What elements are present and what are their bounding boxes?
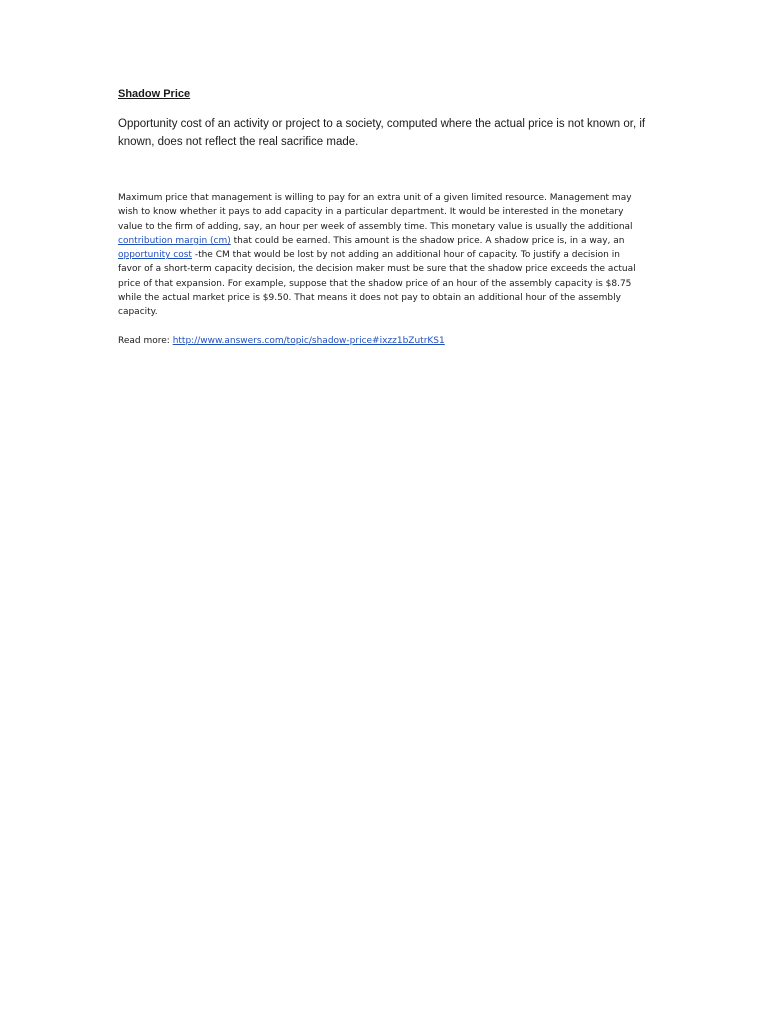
read-more-link[interactable]: http://www.answers.com/topic/shadow-price#ixzz1bZutrKS1 (172, 335, 445, 346)
opportunity-cost-link[interactable]: opportunity cost (118, 250, 192, 261)
contribution-margin-link[interactable]: contribution margin (cm) (118, 235, 231, 246)
body-paragraph (118, 191, 643, 320)
document-heading: Shadow Price (118, 88, 191, 100)
definition-text: Opportunity cost of an activity or project to a society, computed where the actual price is not known or, if known, does not reflect the real sacrifice made. (118, 118, 646, 148)
read-more-label: Read more: (118, 335, 173, 346)
document-page (118, 86, 658, 348)
paragraph-text-3: -the CM that would be lost by not adding an additional hour of capacity. To justify a decision in favor of a short-term capacity decision, the decision maker must be sure that the shadow price exceeds the actual price of that expansion. For example, suppose that the shadow price of an hour of the assembly capacity is $8.75 while the actual market price is $9.50. That means it does not pay to obtain an additional hour of the assembly capacity. (118, 250, 636, 318)
read-more-line (118, 334, 658, 348)
paragraph-text-2: that could be earned. This amount is the shadow price. A shadow price is, in a way, an (230, 235, 625, 246)
paragraph-text-1: Maximum price that management is willing to pay for an extra unit of a given limited resource. Management may wish to know whether it pays to add capacity in a particular department. It would be interested in the monetary value to the firm of adding, say, an hour per week of assembly time. This monetary value is usually the additional (118, 193, 633, 232)
